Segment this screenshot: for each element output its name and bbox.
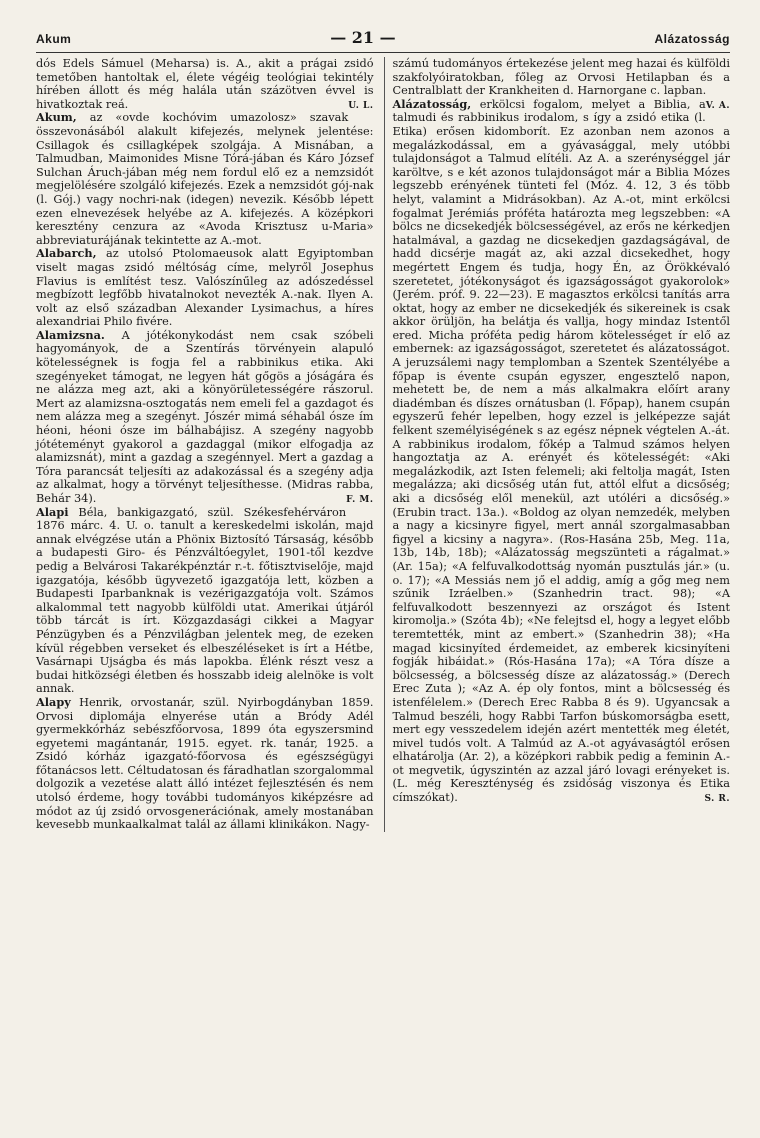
- entry-text: erkölcsi fogalom, melyet a Biblia, a talmudi és rabbinikus irodalom, s így a zsidó etika (l. Etika) erősen kidomborít. Ez azonban nem azonos a megalázkodással, em a gyávasággal, mely utóbbi tulajdonságot a Talmud elítéli. Az A. a szerénységgel jár karöltve, s e két azonos tulajdonságot már a Biblia Mózes legszebb erényének tünteti fel (Móz. 4. 12, 3 és több helyt, valamint a Midrásokban). Az A.-ot, mint erkölcsi fogalmat Jerémiás próféta határozta meg legszebben: «A bölcs ne dicsekedjék bölcsességével, az erős ne kérkedjen hatalmával, a gazdag ne dicsekedjen gazdagságával, de hadd dicsérje magát az, aki azzal dicsekedhet, hogy megértett Engem és tudja, hogy Én, az Örökkévaló szeretetet, jótékonyságot és igazságosságot gyakorolok» (Jerém. próf. 9. 22—23). E magasztos erkölcsi tanítás arra oktat, hogy az ember ne dicsekedjék és sikereinek is csak akkor örüljön, ha belátja és vallja, hogy mindaz Istentől ered. Micha próféta pedig három kötelességet ír elő az embernek: az igazságosságot, szeretetet és alázatosságot. A jeruzsálemi nagy templomban a Szentek Szentélyébe a főpap is évente csupán egyszer, engesztelő napon, mehetett be, de nem a más alkalmakra előírt arany diadémban és díszes ornátusban (l. Főpap), hanem csupán egyszerű fehér lepelben, hogy ezzel is jelképezze saját felkent személyiségének s az egész népnek végtelen A.-át. A rabbinikus irodalom, főkép a Talmud számos helyen hangoztatja az A. erényét és kötelességét: «Aki megalázkodik, azt Isten felemeli; aki feltolja magát, Isten megalázza; aki dicsőség után fut, attól elfut a dicsőség; aki a dicsőség elől menekül, azt utóléri a dicsőség.» (Erubin tract. 13a.). «Boldog az olyan nemzedék, melyben a nagy a kicsinyre figyel, mert annál szorgalmasabban figyel a kicsiny a nagyra». (Ros-Hasána 25b, Meg. 11a, 13b, 14b, 18b); «Alázatosság megszünteti a rágalmat.» (Ar. 15a); «A felfuvalkodottság nyomán pusztulás jár.» (u. o. 17); «A Messiás nem jő el addig, amíg a gőg meg nem szűnik Izráelben.» (Szanhedrin tract. 98); «A felfuvalkodott beszennyezi az országot és Istent kiromolja.» (Szóta 4b); «Ne felejtsd el, hogy a legyet előbb teremtették, mint az embert.» (Szanhedrin 38); «Ha magad kicsinyíted érdemeidet, az emberek kicsinyíteni fogják hibáidat.» (Rós-Hasána 17a); «A Tóra dísze a bölcsesség, a bölcsesség dísze az alázatosság.» (Derech Erec Zuta ); «Az A. ép oly fontos, mint a bölcsesség és istenfélelem.» (Derech Erec Rabba 8 és 9). Ugyancsak a Talmud beszéli, hogy Rabbi Tarfon búskomorságba esett, mert egy vesszedelem idején azért mentették meg életét, mivel tudós volt. A Talmúd az A.-ot agyávaságtól erősen elhatárolja (Ar. 2), a középkori rabbik pedig a feminin A.-ot megvetik, úgyszintén az azzal járó lovagi erényeket is. (L. még Kereszténység és zsidóság viszonya és Etika címszókat).: [392, 97, 730, 805]
- entry-text: dós Edels Sámuel (Meharsa) is. A., akit a prágai zsidó temetőben hantoltak el, élete végéig teológiai tekintély hírében állott és még halála után százötven évvel is hivatkoztak reá.: [36, 57, 374, 111]
- header-left-keyword: Akum: [36, 32, 72, 46]
- entry-text: A jótékonykodást nem csak szóbeli hagyományok, de a Szentírás törvényein alapuló kötelességnek is fogja fel a rabbinikus etika. Aki szegényeket támogat, ne legyen hát gőgös a jóságára és ne alázza meg azt, aki a könyörületességére rászorul. Mert az alamizsna-osztogatás nem emeli fel a gazdagot és nem alázza meg a szegényt. Jószér mimá séhabál ósze ím héoni, héoni ósze im bálhabájisz. A szegény nagyobb jótéteményt gyakorol a gazdaggal (mikor elfogadja az alamizsnát), mint a gazdag a szegénnyel. Mert a gazdag a Tóra parancsát teljesíti az adakozással és a szegény adja az alkalmat, hogy a törvényt teljesíthesse. (Midras rabba, Behár 34).: [36, 328, 374, 505]
- entry-text: az utolsó Ptolomaeusok alatt Egyiptomban viselt magas zsidó méltóság címe, melyről Josephus Flavius is említést tesz. Valószínűleg az adószedéssel megbízott legfőbb hivatalnokot nevezték A.-nak. Ilyen A. volt az első században Alexander Lysimachus, a híres alexandriai Philo fivére.: [36, 247, 374, 329]
- entry-continuation: [36, 57, 374, 111]
- entry-headword: Alázatosság,: [392, 96, 472, 111]
- two-column-body: [36, 57, 730, 832]
- entry-headword: Alamizsna.: [36, 327, 105, 342]
- entry-headword: Akum,: [36, 110, 77, 125]
- page-number: — 21 —: [330, 28, 396, 47]
- header-right-keyword: Alázatosság: [654, 32, 730, 46]
- entry-headword: Alapi: [36, 504, 69, 519]
- entry-text: Béla, bankigazgató, szül. Székesfehérváron 1876 márc. 4. U. o. tanult a kereskedelmi iskolán, majd annak elvégzése után a Phönix Biztosító Társaság, később a budapesti Giro- és Pénzváltóegylet, 1901-től kezdve pedig a Belvárosi Takarékpénztár r.-t. főtisztviselője, majd igazgatója, később ügyvezető igazgatója lett, közben a Budapesti Iparbanknak is vezérigazgatója volt. Számos alkalommal tett nagyobb külföldi utat. Amerikai útjáról több tárcát is írt. Közgazdasági cikkei a Magyar Pénzügyben és a Pénzvilágban jelentek meg, de ezeken kívül régebben verseket és elbeszéléseket is írt a Hétbe, Vasárnapi Ujságba és más lapokba. Élénk részt vesz a budai hitközségi életben és hosszabb ideig alelnöke is volt annak.: [36, 505, 374, 696]
- entry-text: számú tudományos értekezése jelent meg hazai és külföldi szakfolyóiratokban, főleg az Orvosi Hetilapban és a Centralblatt der Krankheiten d. Harnorgane c. lapban.: [392, 57, 730, 98]
- left-column: [36, 57, 374, 832]
- entry-headword: Alapy: [36, 694, 71, 709]
- entry-alapi: [36, 506, 374, 696]
- author-signature: S. R.: [704, 794, 730, 805]
- running-header: [36, 28, 730, 53]
- author-signature: U. L.: [348, 100, 374, 111]
- entry-headword: Alabarch,: [36, 246, 97, 261]
- author-signature: F. M.: [346, 495, 374, 505]
- entry-text: Henrik, orvostanár, szül. Nyirbogdányban 1859. Orvosi diplomája elnyerése után a Bródy Adél gyermekkórház sebészfőorvosa, 1899 óta egyszersmind egyetemi magántanár, 1915. egyet. rk. tanár, 1925. a Zsidó kórház igazgató-főorvosa és egészségügyi főtanácsos lett. Céltudatosan és fáradhatlan szorgalommal dolgozik a vezetése alatt álló intézet fejlesztésén és nem utolsó érdeme, hogy további tudományos kiképzésre ad módot az új zsidó orvosgenerációnak, amely mostanában kevesebb munkaalkalmat talál az állami klinikákon. Nagy-: [36, 695, 374, 832]
- author-signature: V. A.: [705, 100, 730, 111]
- entry-alamizsna: [36, 329, 374, 506]
- entry-alazatossag: [393, 98, 731, 805]
- entry-alapy: [36, 696, 374, 832]
- entry-alabarch: [36, 247, 374, 329]
- right-column: [384, 57, 731, 832]
- entry-akum: [36, 111, 374, 247]
- entry-text: az «ovde kochóvim umazolosz» szavak összevonásából alakult kifejezés, melynek jelentése: Csillagok és csillagképek szolgája. A Misnában, a Talmudban, Maimonides Misne Tórá-jában és Káro József Sulchan Áruch-jában még nem fordul elő ez a nemzsidót megjelölésére szolgáló kifejezés. Ezek a nemzsidót gój-nak (l. Gój.) vagy nochri-nak (idegen) nevezik. Később lépett ezen elnevezések helyébe az A. kifejezés. A középkori keresztény cenzura az «Avoda Krisztusz u-Maria» abbreviaturájának tekintette az A.-mot.: [36, 111, 374, 247]
